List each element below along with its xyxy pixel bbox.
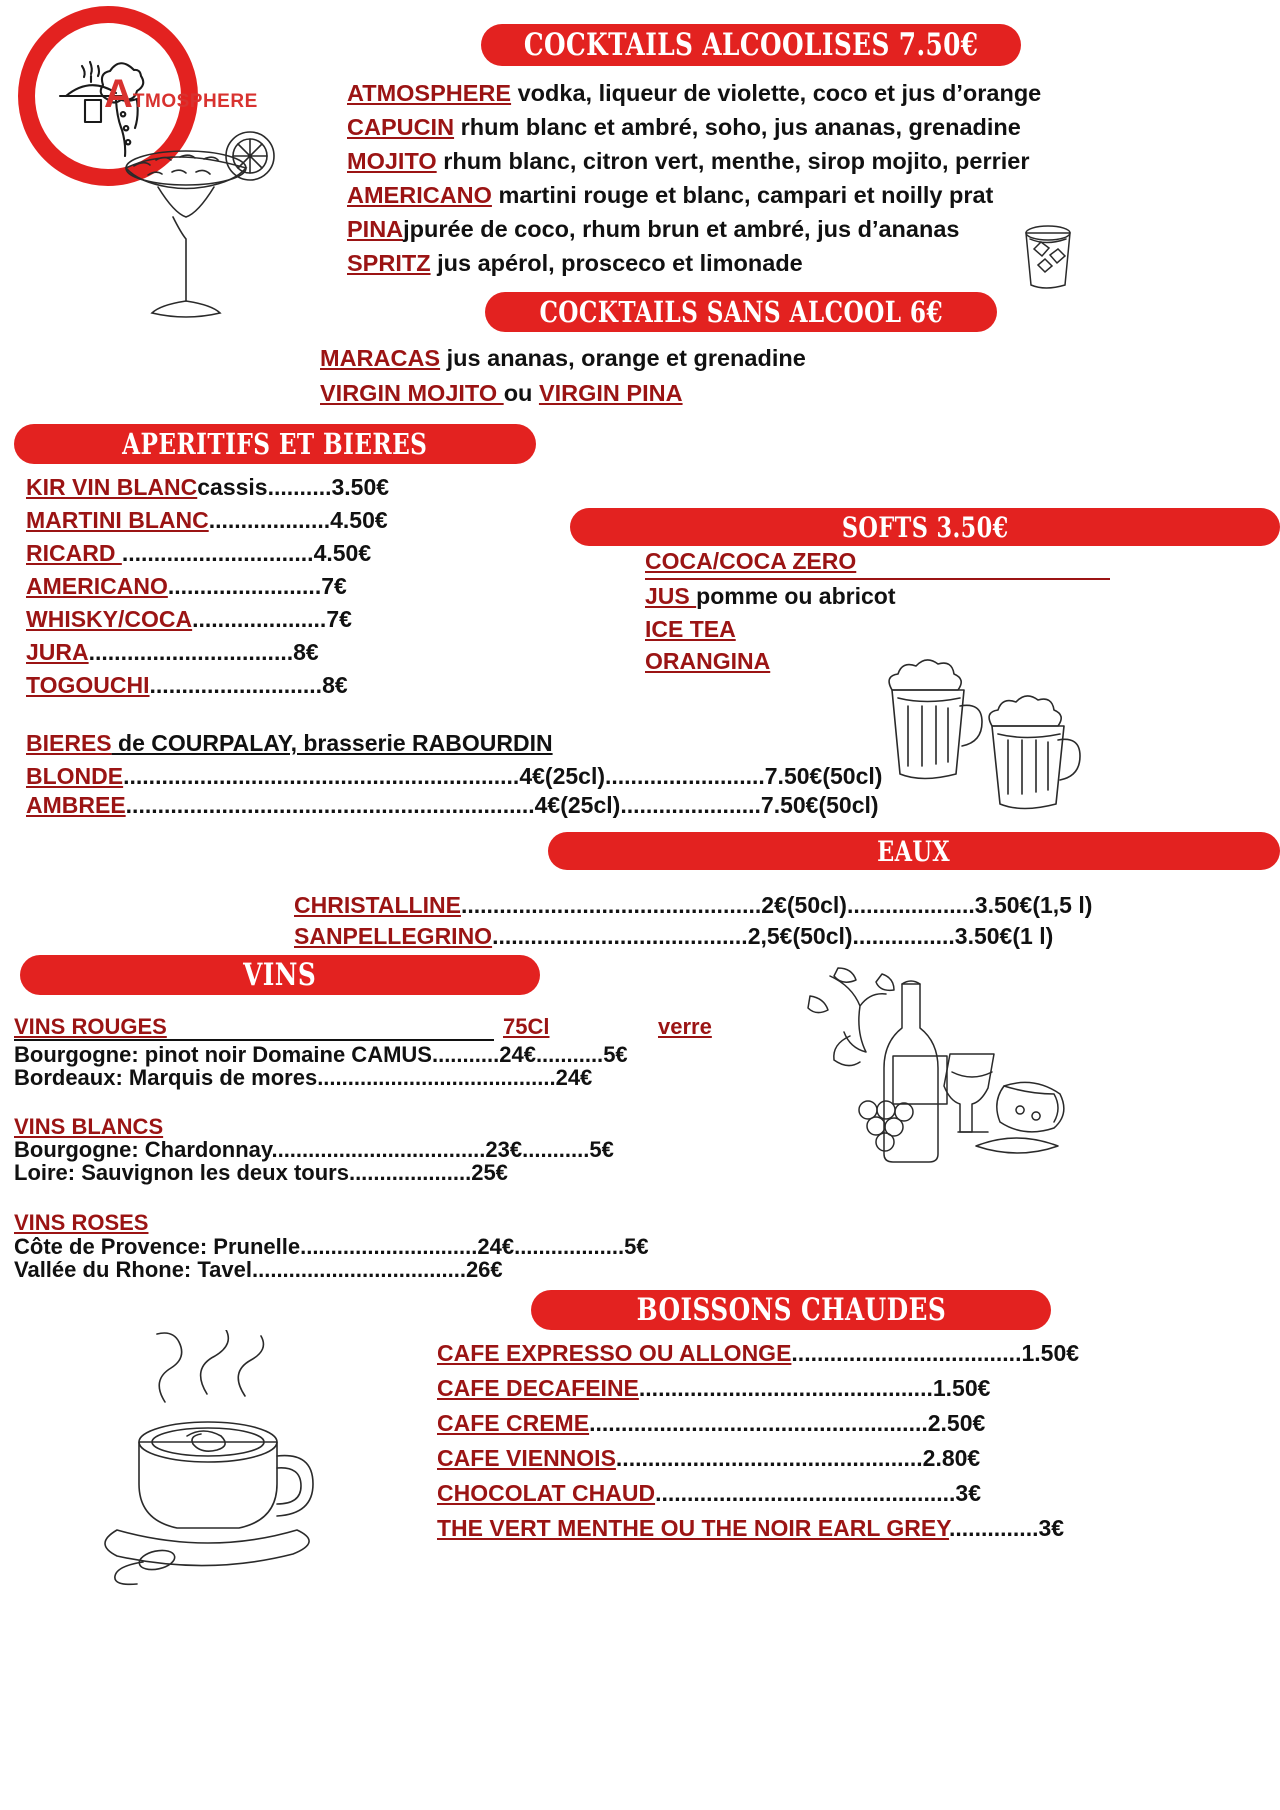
hot-drink-price: 1.50€ [1021,1340,1080,1366]
hot-drink-price: 3€ [955,1480,981,1506]
soft-row [645,616,736,643]
wine-label: Bourgogne: pinot noir Domaine CAMUS [14,1042,432,1067]
wine-group-label: VINS ROUGES [14,1014,167,1039]
wine-price-bottle: 23€ [485,1137,523,1162]
coffee-cup-icon [95,1330,395,1590]
brand-wordmark [104,74,258,114]
hot-drink-row [437,1445,980,1472]
virgin-conjunction: ou [503,380,539,406]
wine-row [14,1065,592,1091]
leader-dots: ........... [522,1137,590,1162]
hot-drink-name: CAFE DECAFEINE [437,1375,639,1401]
eau-row [294,923,1053,950]
hot-drink-name: THE VERT MENTHE OU THE NOIR EARL GREY [437,1515,950,1541]
aperitif-row [26,573,347,600]
cocktail-name: PINA [347,216,404,242]
aperitif-price: 3.50€ [331,474,390,500]
beers-title [26,730,553,757]
wine-label: Bordeaux: Marquis de mores [14,1065,318,1090]
banner-vins [20,955,540,995]
cocktail-row [347,114,1021,141]
aperitif-price: 4.50€ [330,507,388,533]
hot-drink-name: CAFE EXPRESSO OU ALLONGE [437,1340,792,1366]
soft-desc: pomme ou abricot [696,583,896,609]
hot-drink-row [437,1375,990,1402]
wine-label: Bourgogne: Chardonnay [14,1137,272,1162]
banner-cocktails-alcool [481,24,1021,66]
banner-aperitifs [14,424,536,464]
leader-dots: ............................................... [460,892,762,918]
wine-group-title [14,1014,167,1040]
leader-dots: .................................... [791,1340,1022,1366]
mocktail-row [320,345,806,372]
aperitif-name: RICARD [26,540,122,566]
banner-label: APERITIFS ET BIERES [122,427,428,461]
leader-dots: ...................... [620,792,761,818]
cocktail-desc: rhum blanc et ambré, soho, jus ananas, grenadine [454,114,1021,140]
cocktail-desc: jpurée de coco, rhum brun et ambré, jus d’ananas [403,216,960,242]
wine-price-bottle: 24€ [499,1042,536,1067]
hot-drink-price: 1.50€ [932,1375,991,1401]
eau-price-small: 2,5€(50cl) [747,923,853,949]
wine-label: Vallée du Rhone: Tavel [14,1257,252,1282]
beer-price-25cl: 4€(25cl) [519,763,605,789]
banner-eaux [548,832,1280,870]
wine-col-75cl: 75Cl [503,1014,550,1039]
cocktail-row [347,250,803,277]
hot-drink-price: 2.50€ [927,1410,986,1436]
cocktail-row [347,182,993,209]
aperitif-name: JURA [26,639,89,665]
wine-price-glass: 5€ [624,1234,649,1259]
leader-dots: .......... [267,474,332,500]
hot-drink-row [437,1515,1064,1542]
leader-dots: ........................................ [492,923,748,949]
cocktail-name: AMERICANO [347,182,492,208]
hot-drink-row [437,1340,1079,1367]
leader-dots: ............................. [300,1234,478,1259]
beers-title-rest: de COURPALAY, brasserie RABOURDIN [111,730,553,756]
banner-label: SOFTS 3.50€ [841,510,1009,544]
wine-price-bottle: 26€ [465,1257,503,1282]
hot-drink-name: CAFE VIENNOIS [437,1445,616,1471]
beer-price-25cl: 4€(25cl) [534,792,621,818]
wine-price-bottle: 25€ [471,1160,508,1185]
cocktail-name: SPRITZ [347,250,431,276]
mocktail-desc: jus ananas, orange et grenadine [440,345,806,371]
soft-row [645,583,896,610]
hot-drink-name: CAFE CREME [437,1410,590,1436]
beer-name: BLONDE [26,763,124,789]
cocktail-desc: rhum blanc, citron vert, menthe, sirop mojito, perrier [436,148,1030,174]
leader-dots: .................. [514,1234,625,1259]
wine-label: Côte de Provence: Prunelle [14,1234,301,1259]
leader-dots: ................................................ [615,1445,923,1471]
leader-dots: ..................... [192,606,327,632]
banner-label: COCKTAILS ALCOOLISES 7.50€ [523,27,979,63]
aperitif-price: 8€ [322,672,348,698]
beer-price-50cl: 7.50€(50cl) [764,763,883,789]
leader-dots: ........................ [167,573,322,599]
virgin-row [320,380,683,407]
leader-dots: ............................................... [655,1480,956,1506]
aperitif-price: 7€ [326,606,352,632]
leader-dots: ........... [431,1042,500,1067]
leader-dots: ..................................................... [589,1410,928,1436]
aperitif-name: MARTINI BLANC [26,507,209,533]
cocktail-desc: vodka, liqueur de violette, coco et jus d’orange [511,80,1042,106]
banner-softs [570,508,1280,546]
aperitif-suffix: cassis [197,474,268,500]
leader-dots: ................... [208,507,331,533]
cocktail-row [347,216,959,243]
leader-dots: ........... [535,1042,604,1067]
cocktail-name: MOJITO [347,148,437,174]
leader-dots: ....................................... [317,1065,556,1090]
wine-price-glass: 5€ [589,1137,614,1162]
leader-dots: .............. [949,1515,1039,1541]
soft-name: JUS [645,583,697,609]
aperitif-row [26,507,388,534]
aperitif-name: KIR VIN BLANC [26,474,198,500]
aperitif-row [26,672,348,699]
wine-price-glass: 5€ [603,1042,628,1067]
leader-dots: ................................................................ [125,792,535,818]
wine-group-label: VINS ROSES [14,1210,149,1235]
leader-dots: .............................................................. [123,763,520,789]
eau-price-large: 3.50€(1,5 l) [974,892,1093,918]
hot-drink-price: 3€ [1038,1515,1065,1541]
cocktail-row [347,80,1041,107]
soft-name: ORANGINA [645,648,771,674]
wine-price-bottle: 24€ [477,1234,515,1259]
soft-name: COCA/COCA ZERO [645,548,857,574]
banner-label: VINS [243,957,317,993]
leader-dots: .................... [348,1160,472,1185]
wine-row [14,1257,503,1283]
soft-underline-rule [645,578,1110,580]
beers-title-brand: BIERES [26,730,112,756]
eau-row [294,892,1092,919]
mocktail-name: MARACAS [320,345,441,371]
aperitif-price: 7€ [321,573,347,599]
cocktail-name: ATMOSPHERE [347,80,512,106]
wine-price-bottle: 24€ [555,1065,593,1090]
wine-group-label: VINS BLANCS [14,1114,164,1139]
aperitif-name: WHISKY/COCA [26,606,193,632]
banner-label: COCKTAILS SANS ALCOOL 6€ [539,295,943,329]
beer-name: AMBREE [26,792,126,818]
aperitif-name: TOGOUCHI [26,672,150,698]
tumbler-glass-icon [1010,215,1090,300]
brand-name: TMOSPHERE [132,91,258,112]
soft-row [645,648,770,675]
aperitif-name: AMERICANO [26,573,168,599]
beer-price-50cl: 7.50€(50cl) [760,792,879,818]
aperitif-row [26,639,319,666]
wine-header-rule [14,1039,494,1041]
banner-label: BOISSONS CHAUDES [636,1292,946,1328]
leader-dots: ......................... [605,763,765,789]
brand-initial: A [104,72,133,116]
eau-price-small: 2€(50cl) [761,892,847,918]
banner-label: EAUX [877,834,951,868]
beer-mugs-icon [870,650,1100,830]
cocktail-row [347,148,1030,175]
cocktail-desc: jus apérol, prosceco et limonade [430,250,803,276]
eau-price-large: 3.50€(1 l) [954,923,1054,949]
leader-dots: ................ [852,923,955,949]
hot-drink-row [437,1410,985,1437]
hot-drink-price: 2.80€ [922,1445,981,1471]
hot-drink-row [437,1480,981,1507]
margarita-glass-icon [98,120,298,340]
cocktail-desc: martini rouge et blanc, campari et noilly prat [491,182,994,208]
leader-dots: ................................... [252,1257,466,1282]
wine-group-title [14,1210,148,1236]
beer-row [26,763,882,790]
leader-dots: .............................................. [638,1375,933,1401]
soft-row [645,548,1110,575]
eau-name: CHRISTALLINE [294,892,461,918]
virgin-pina-label: VIRGIN PINA [538,380,683,406]
leader-dots: ................................ [88,639,294,665]
aperitif-price: 8€ [293,639,319,665]
aperitif-row [26,474,389,501]
hot-drink-name: CHOCOLAT CHAUD [437,1480,656,1506]
wine-col-verre: verre [658,1014,712,1039]
soft-name: ICE TEA [645,616,736,642]
wine-label: Loire: Sauvignon les deux tours [14,1160,349,1185]
cocktail-name: CAPUCIN [347,114,455,140]
leader-dots: .............................. [121,540,314,566]
banner-boissons-chaudes [531,1290,1051,1330]
aperitif-price: 4.50€ [313,540,372,566]
leader-dots: .................... [846,892,975,918]
banner-cocktails-sans-alcool [485,292,997,332]
aperitif-row [26,606,352,633]
wine-still-life-icon [790,960,1090,1190]
eau-name: SANPELLEGRINO [294,923,493,949]
aperitif-row [26,540,371,567]
beer-row [26,792,879,819]
leader-dots: ................................... [271,1137,486,1162]
leader-dots: ........................... [149,672,323,698]
wine-row [14,1160,508,1186]
virgin-mojito-label: VIRGIN MOJITO [320,380,504,406]
